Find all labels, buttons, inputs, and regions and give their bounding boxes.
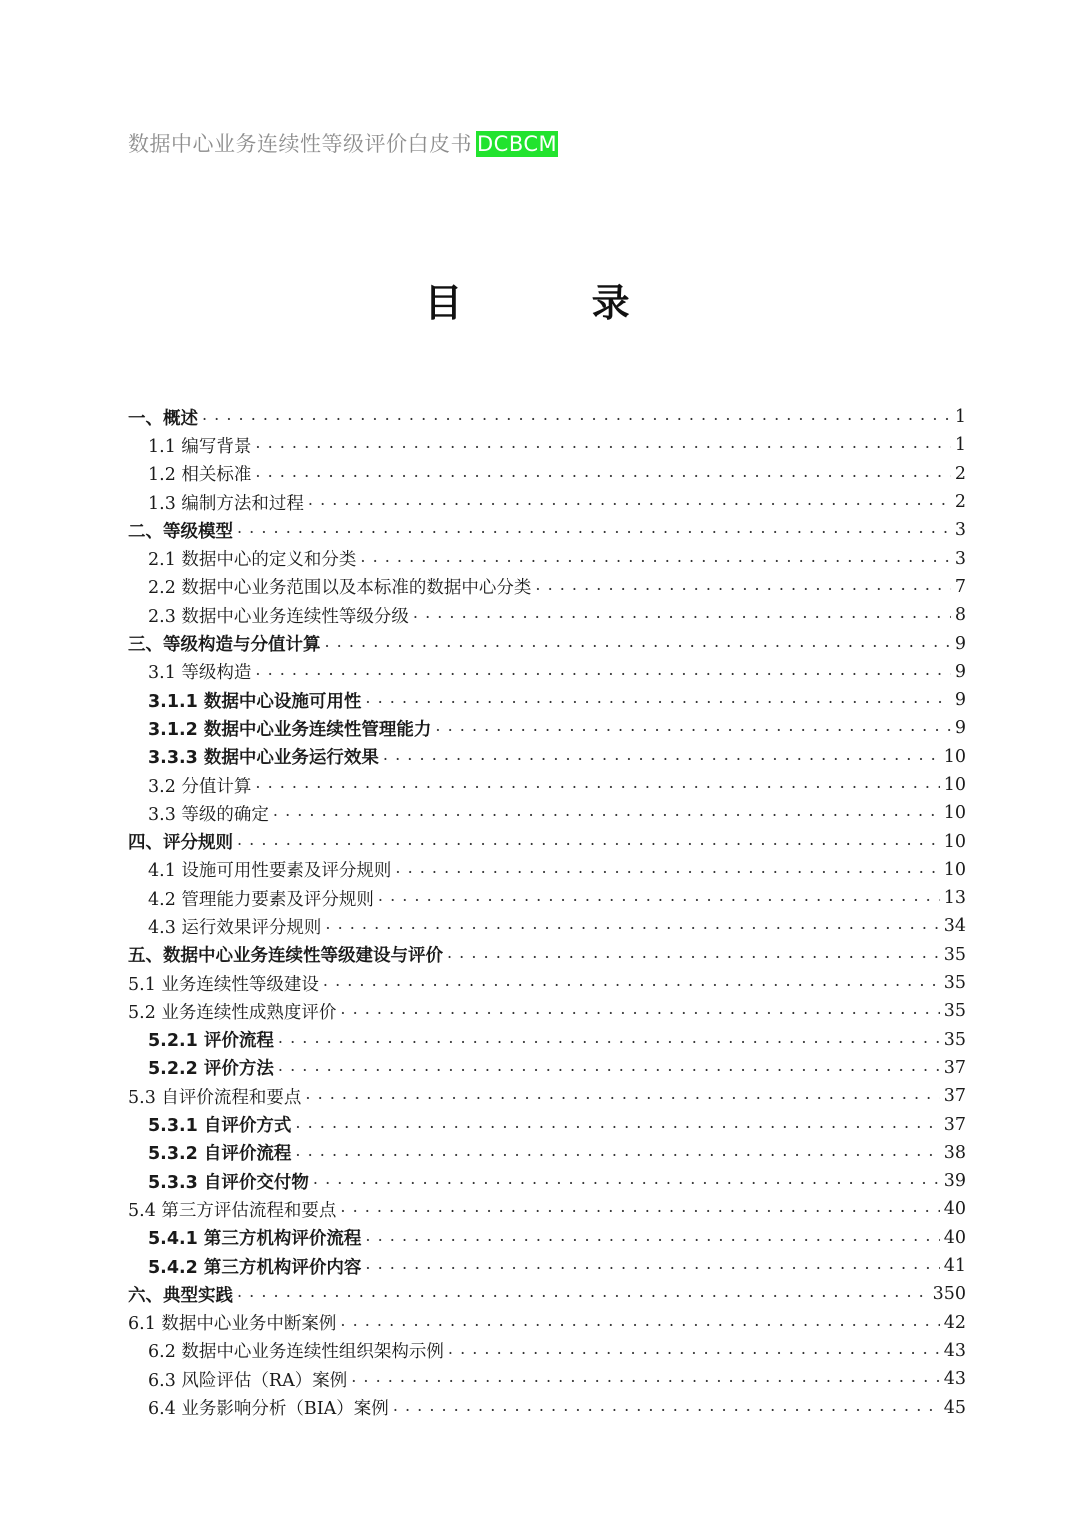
toc-leader-dots [378, 888, 940, 908]
toc-leader-dots [237, 1284, 929, 1304]
toc-leader-dots [278, 1030, 940, 1050]
toc-entry[interactable] [128, 488, 966, 516]
toc-leader-dots [255, 435, 950, 455]
toc-entry-label: 2.2 数据中心业务范围以及本标准的数据中心分类 [148, 578, 532, 599]
toc-entry-label: 1.2 相关标准 [148, 465, 252, 486]
toc-leader-dots [323, 973, 940, 993]
toc-entry[interactable] [128, 629, 966, 657]
toc-entry[interactable] [128, 799, 966, 827]
toc-entry-page: 43 [943, 1369, 966, 1390]
toc-entry-label: 2.1 数据中心的定义和分类 [148, 550, 357, 571]
toc-entry[interactable] [128, 997, 966, 1025]
toc-entry-label: 5.3.3 自评价交付物 [148, 1172, 309, 1193]
toc-entry[interactable] [128, 969, 966, 997]
toc-leader-dots [535, 577, 950, 597]
toc-entry-page: 3 [954, 548, 966, 569]
toc-entry-page: 9 [954, 690, 966, 711]
toc-entry[interactable] [128, 1139, 966, 1167]
toc-entry-page: 40 [943, 1199, 966, 1220]
toc-entry[interactable] [128, 1110, 966, 1138]
toc-entry-label: 3.3 等级的确定 [148, 804, 269, 825]
toc-leader-dots [295, 1115, 939, 1135]
toc-entry-label: 4.3 运行效果评分规则 [148, 917, 322, 938]
toc-entry[interactable] [128, 1195, 966, 1223]
toc-entry-label: 六、典型实践 [128, 1285, 233, 1306]
toc-entry-label: 三、等级构造与分值计算 [128, 635, 321, 656]
toc-entry-page: 9 [954, 718, 966, 739]
toc-leader-dots [308, 492, 951, 512]
toc-leader-dots [340, 1199, 939, 1219]
toc-entry-label: 6.1 数据中心业务中断案例 [128, 1314, 337, 1335]
toc-entry-label: 5.3.1 自评价方式 [148, 1116, 292, 1137]
toc-entry-page: 42 [943, 1312, 966, 1333]
toc-entry-label: 3.1.2 数据中心业务连续性管理能力 [148, 719, 432, 740]
toc-leader-dots [340, 1313, 939, 1333]
toc-entry-page: 39 [943, 1171, 966, 1192]
toc-leader-dots [202, 407, 951, 427]
toc-entry[interactable] [128, 856, 966, 884]
toc-entry-page: 35 [943, 1001, 966, 1022]
toc-entry-page: 350 [932, 1284, 966, 1305]
toc-entry-label: 6.4 业务影响分析（BIA）案例 [148, 1399, 389, 1420]
toc-entry[interactable] [128, 1054, 966, 1082]
toc-entry[interactable] [128, 544, 966, 572]
toc-entry[interactable] [128, 771, 966, 799]
toc-entry-label: 5.4.1 第三方机构评价流程 [148, 1229, 362, 1250]
toc-entry-page: 38 [943, 1142, 966, 1163]
toc-entry-label: 3.2 分值计算 [148, 776, 252, 797]
toc-entry-label: 5.2.1 评价流程 [148, 1031, 274, 1052]
toc-entry-label: 5.3.2 自评价流程 [148, 1144, 292, 1165]
toc-leader-dots [255, 775, 939, 795]
toc-entry-page: 37 [943, 1086, 966, 1107]
toc-entry[interactable] [128, 658, 966, 686]
document-header [128, 128, 558, 158]
toc-entry-page: 10 [943, 831, 966, 852]
toc-entry-page: 10 [943, 746, 966, 767]
toc-entry-label: 6.3 风险评估（RA）案例 [148, 1370, 348, 1391]
header-title: 数据中心业务连续性等级评价白皮书 [128, 132, 472, 156]
toc-entry[interactable] [128, 431, 966, 459]
toc-entry[interactable] [128, 573, 966, 601]
toc-leader-dots [365, 690, 950, 710]
toc-entry-page: 2 [954, 492, 966, 513]
page-title: 目 录 [424, 280, 688, 325]
toc-leader-dots [305, 1086, 939, 1106]
toc-leader-dots [237, 832, 940, 852]
toc-leader-dots [273, 803, 940, 823]
toc-entry-page: 1 [954, 435, 966, 456]
toc-leader-dots [365, 1256, 939, 1276]
toc-entry-page: 34 [943, 916, 966, 937]
toc-entry-page: 9 [954, 633, 966, 654]
toc-leader-dots [383, 747, 940, 767]
toc-entry-page: 7 [954, 576, 966, 597]
toc-entry-page: 2 [954, 463, 966, 484]
toc-entry-label: 5.2 业务连续性成熟度评价 [128, 1002, 337, 1023]
toc-entry-label: 四、评分规则 [128, 833, 233, 854]
toc-entry-page: 37 [943, 1057, 966, 1078]
toc-entry-page: 40 [943, 1227, 966, 1248]
toc-entry[interactable] [128, 1224, 966, 1252]
toc-leader-dots [340, 1001, 939, 1021]
toc-entry-label: 3.1 等级构造 [148, 663, 252, 684]
toc-entry[interactable] [128, 912, 966, 940]
toc-entry-label: 5.1 业务连续性等级建设 [128, 974, 319, 995]
toc-entry[interactable] [128, 1082, 966, 1110]
toc-entry-page: 8 [954, 605, 966, 626]
toc-entry-label: 4.2 管理能力要素及评分规则 [148, 889, 374, 910]
toc-entry-page: 1 [954, 407, 966, 428]
toc-entry-page: 41 [943, 1256, 966, 1277]
toc-entry-label: 5.3 自评价流程和要点 [128, 1087, 302, 1108]
toc-entry-label: 5.4.2 第三方机构评价内容 [148, 1257, 362, 1278]
toc-leader-dots [313, 1171, 940, 1191]
toc-entry-page: 10 [943, 775, 966, 795]
toc-entry-label: 二、等级模型 [128, 521, 233, 542]
toc-leader-dots [360, 549, 950, 569]
toc-entry-page: 35 [943, 944, 966, 965]
toc-entry-page: 3 [954, 520, 966, 541]
toc-entry-label: 1.3 编制方法和过程 [148, 493, 304, 514]
toc-entry-label: 3.3.3 数据中心业务运行效果 [148, 748, 379, 769]
toc-leader-dots [435, 718, 950, 738]
toc-entry[interactable] [128, 516, 966, 544]
toc-entry[interactable] [128, 884, 966, 912]
toc-entry[interactable] [128, 1365, 966, 1393]
toc-entry-label: 一、概述 [128, 408, 198, 429]
toc-entry-label: 3.1.1 数据中心设施可用性 [148, 691, 362, 712]
toc-entry-page: 35 [943, 1029, 966, 1050]
table-of-contents [128, 403, 966, 1422]
toc-leader-dots [351, 1369, 940, 1389]
toc-leader-dots [395, 860, 939, 880]
toc-entry-label: 4.1 设施可用性要素及评分规则 [148, 861, 392, 882]
toc-entry-page: 37 [943, 1114, 966, 1135]
toc-entry-label: 5.4 第三方评估流程和要点 [128, 1200, 337, 1221]
toc-entry-label: 2.3 数据中心业务连续性等级分级 [148, 606, 409, 627]
toc-entry-page: 35 [943, 973, 966, 994]
toc-leader-dots [448, 1341, 940, 1361]
toc-entry-page: 13 [943, 888, 966, 909]
toc-leader-dots [393, 1398, 940, 1418]
toc-leader-dots [365, 1228, 939, 1248]
toc-leader-dots [255, 464, 950, 484]
toc-entry[interactable] [128, 601, 966, 629]
toc-entry[interactable] [128, 460, 966, 488]
toc-entry-label: 1.1 编写背景 [148, 436, 252, 457]
toc-entry[interactable] [128, 1309, 966, 1337]
toc-entry[interactable] [128, 1280, 966, 1308]
toc-entry[interactable] [128, 714, 966, 742]
toc-leader-dots [295, 1143, 939, 1163]
toc-entry-page: 43 [943, 1340, 966, 1361]
toc-entry[interactable] [128, 941, 966, 969]
toc-entry[interactable] [128, 1337, 966, 1365]
toc-entry-page: 45 [943, 1397, 966, 1418]
toc-leader-dots [255, 662, 950, 682]
toc-leader-dots [237, 520, 951, 540]
toc-entry[interactable] [128, 1252, 966, 1280]
toc-entry-label: 5.2.2 评价方法 [148, 1059, 274, 1080]
toc-entry[interactable] [128, 1393, 966, 1421]
toc-entry[interactable] [128, 403, 966, 431]
toc-leader-dots [325, 634, 951, 654]
toc-entry-page: 10 [943, 859, 966, 880]
toc-leader-dots [413, 605, 951, 625]
toc-entry[interactable] [128, 1026, 966, 1054]
toc-leader-dots [325, 916, 939, 936]
toc-entry-page: 10 [943, 803, 966, 824]
header-tag: DCBCM [477, 132, 558, 156]
toc-entry-page: 9 [954, 661, 966, 682]
toc-leader-dots [278, 1058, 940, 1078]
toc-entry[interactable] [128, 686, 966, 714]
toc-leader-dots [447, 945, 940, 965]
toc-entry[interactable] [128, 827, 966, 855]
toc-entry-label: 五、数据中心业务连续性等级建设与评价 [128, 946, 443, 967]
toc-entry-label: 6.2 数据中心业务连续性组织架构示例 [148, 1342, 444, 1363]
toc-entry[interactable] [128, 1167, 966, 1195]
toc-entry[interactable] [128, 743, 966, 771]
